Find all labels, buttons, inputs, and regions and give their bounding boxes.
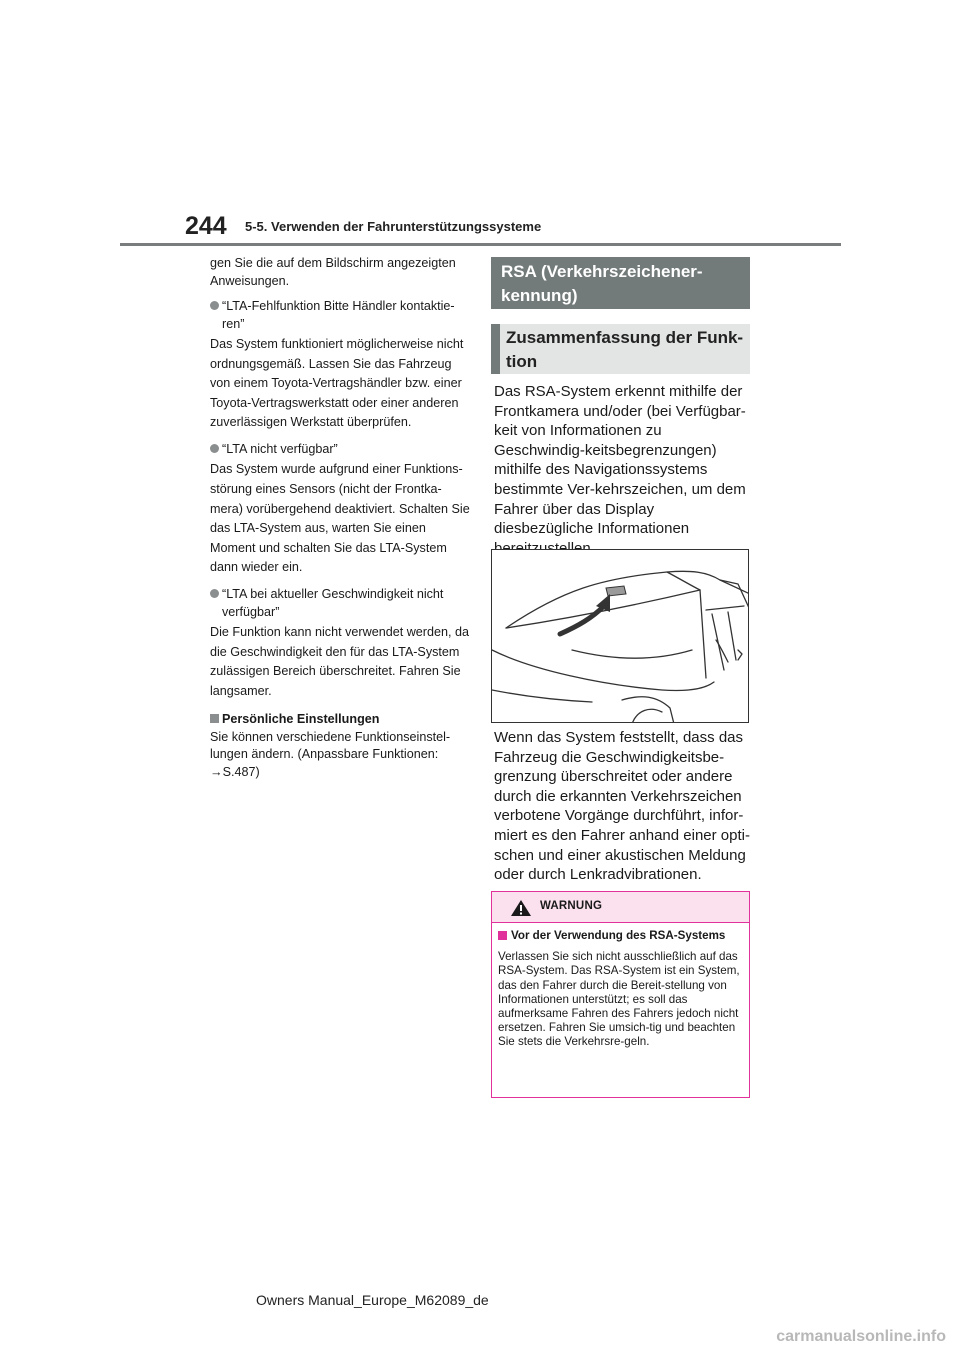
footer-text: Owners Manual_Europe_M62089_de — [256, 1292, 489, 1308]
watermark: carmanualsonline.info — [776, 1328, 946, 1345]
bullet-title: “LTA-Fehlfunktion Bitte Händler kontaktie-ren” — [222, 299, 455, 331]
page-number: 244 — [185, 212, 227, 240]
bullet-item — [210, 441, 472, 459]
rsa-paragraph-1: Das RSA-System erkennt mithilfe der Frontkamera und/oder (bei Verfügbar-keit von Informationen zu Geschwindig-keitsbegrenzungen) mithilfe des Navigationssystems bestimmte Ver-kehrszeichen, um dem Fahrer über das Display diesbezügliche Informationen — [494, 383, 746, 538]
warning-body — [492, 923, 749, 1050]
summary-heading: Zusammenfassung der Funk-tion — [491, 324, 750, 374]
bullet-body: Das System funktioniert möglicherweise nicht ordnungsgemäß. Lassen Sie das Fahrzeug von einem Toyota-Vertragshändler bzw. einer Toyota-Vertragswerkstatt oder einer anderen zuverlässigen Werkstatt überprüfen. — [210, 337, 464, 430]
warning-triangle-icon — [510, 899, 532, 917]
personal-settings-heading — [210, 711, 472, 729]
bullet-body: Das System wurde aufgrund einer Funktions-störung eines Sensors (nicht der Frontka-mera) vorübergehend deaktiviert. Schalten Sie das LTA-System aus, warten Sie einen Moment und schalten Sie das LTA-System dann wieder ein. — [210, 462, 470, 575]
car-windshield-illustration — [492, 550, 749, 723]
bullet-title: “LTA bei aktueller Geschwindigkeit nicht verfügbar” — [222, 587, 444, 619]
left-column — [210, 255, 472, 781]
rsa-paragraph-2: Wenn das System feststellt, dass das Fahrzeug die Geschwindigkeitsbe-grenzung überschreitet oder andere durch die erkannten Verkehrszeichen verbotene Vorgänge durchführt, infor-miert es den Fahrer anhand einer opti-schen und einer akustischen Meldung oder durch Lenkradvibrationen. — [494, 729, 750, 884]
intro-text: gen Sie die auf dem Bildschirm angezeigten Anweisungen. — [210, 256, 456, 288]
warning-label: WARNUNG — [540, 900, 603, 912]
bullet-dot-icon — [210, 444, 219, 453]
windshield-camera-figure — [491, 549, 749, 723]
bullet-item — [210, 298, 472, 333]
square-bullet-icon — [210, 714, 219, 723]
warning-subtitle — [498, 929, 743, 943]
rsa-behavior — [494, 728, 756, 885]
rsa-heading: RSA (Verkehrszeichener-kennung) — [491, 257, 750, 309]
bullet-body: Die Funktion kann nicht verwendet werden, da die Geschwindigkeit den für das LTA-System zulässigen Bereich überschreitet. Fahren Sie langsamer. — [210, 625, 470, 698]
personal-settings-title: Persönliche Einstellungen — [222, 712, 380, 727]
bullet-item — [210, 586, 472, 621]
bullet-title: “LTA nicht verfügbar” — [222, 441, 338, 456]
section-header: 5-5. Verwenden der Fahrunterstützungssysteme — [245, 219, 542, 234]
personal-settings-body: Sie können verschiedene Funktionseinstel-lungen ändern. (Anpassbare Funktionen: →S.487) — [210, 729, 451, 779]
warning-subtitle-text: Vor der Verwendung des RSA-Systems — [511, 929, 726, 942]
warning-header — [492, 892, 749, 923]
warning-text: Verlassen Sie sich nicht ausschließlich auf das RSA-System. Das RSA-System ist ein System, das den Fahrer durch die Bereit-stellung von Informationen unterstützt; es soll das aufmerksame Fahren des Fahrers jedoch nicht ersetzen. Fahren Sie umsich-tig und beachten Sie stets die Verkehrsre-geln. — [498, 950, 740, 1049]
header-rule — [120, 243, 841, 246]
square-bullet-icon — [498, 931, 507, 940]
rsa-description — [494, 382, 756, 558]
bullet-dot-icon — [210, 301, 219, 310]
warning-box — [491, 891, 750, 1098]
bullet-dot-icon — [210, 589, 219, 598]
